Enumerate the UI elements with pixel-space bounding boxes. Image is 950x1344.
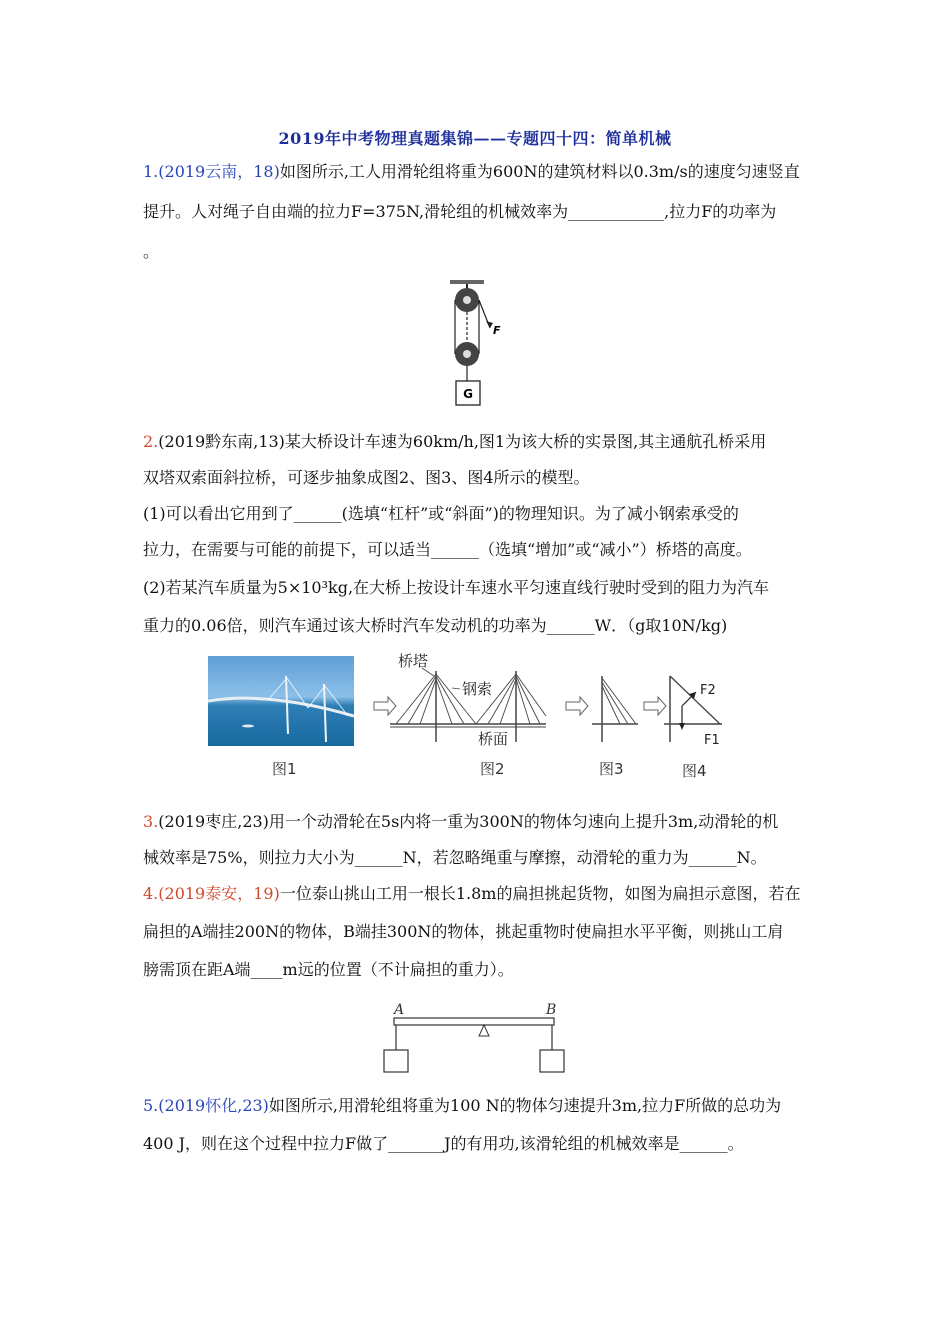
- q4-line-1: 4.(2019泰安，19)一位泰山挑山工用一根长1.8m的扁担挑起货物，如图为扁担示意图，若在: [143, 884, 801, 903]
- q3-line-2: 械效率是75%，则拉力大小为______N，若忽略绳重与摩擦，动滑轮的重力为______N。: [143, 848, 767, 867]
- q2-line-4: 拉力，在需要与可能的前提下，可以适当______（选填“增加”或“减小”）桥塔的高度。: [143, 540, 752, 559]
- weight-label: G: [463, 387, 473, 401]
- q3-tag: 3.: [143, 812, 159, 831]
- bridge-photo: [208, 656, 354, 746]
- q2-line-3: (1)可以看出它用到了______(选填“杠杆”或“斜面”)的物理知识。为了减小钢索承受的: [143, 504, 739, 523]
- force-f2-label: F2: [700, 683, 716, 698]
- q5-line-2: 400 J，则在这个过程中拉力F做了_______J的有用功,该滑轮组的机械效率是______。: [143, 1134, 744, 1153]
- force-label: F: [493, 324, 501, 337]
- ceiling: [450, 280, 484, 284]
- caption-fig3: 图3: [599, 760, 624, 778]
- q2-line-1: 2.(2019黔东南,13)某大桥设计车速为60km/h,图1为该大桥的实景图,其主通航孔桥采用: [143, 432, 767, 451]
- q1-line-1: 1.(2019云南，18)如图所示,工人用滑轮组将重为600N的建筑材料以0.3m/s的速度匀速竖直: [143, 162, 800, 181]
- caption-fig4: 图4: [682, 762, 707, 780]
- q2-line-6: 重力的0.06倍，则汽车通过该大桥时汽车发动机的功率为______W．（g取10N/kg): [143, 616, 728, 635]
- caption-fig1: 图1: [272, 760, 297, 778]
- end-a-label: A: [394, 1002, 405, 1018]
- q2-line-2: 双塔双索面斜拉桥，可逐步抽象成图2、图3、图4所示的模型。: [143, 468, 590, 487]
- q1-line-2: 提升。人对绳子自由端的拉力F=375N,滑轮组的机械效率为____________,拉力F的功率为: [143, 202, 777, 221]
- q5-tag: 5.(2019怀化,23): [143, 1096, 269, 1115]
- q1-line-3: 。: [143, 242, 160, 261]
- q4-line-3: 膀需顶在距A端____m远的位置（不计扁担的重力）。: [143, 960, 514, 979]
- bridge-model-figures: [370, 646, 750, 756]
- q2-tag: 2.: [143, 432, 159, 451]
- q4-tag: 4.(2019泰安，19): [143, 884, 280, 903]
- q4-line-2: 扁担的A端挂200N的物体，B端挂300N的物体，挑起重物时使扁担水平平衡，则挑山工肩: [143, 922, 784, 941]
- load-b: [540, 1050, 564, 1072]
- page-title: 2019年中考物理真题集锦——专题四十四：简单机械: [278, 129, 672, 148]
- q2-line-5: (2)若某汽车质量为5×10³kg,在大桥上按设计车速水平匀速直线行驶时受到的阻力为汽车: [143, 578, 770, 597]
- load-a: [384, 1050, 408, 1072]
- tower-label: 桥塔: [398, 652, 429, 670]
- fulcrum: [479, 1025, 489, 1036]
- q1-tag: 1.(2019云南，18): [143, 162, 280, 181]
- shoulder-pole-figure: [376, 1000, 576, 1078]
- caption-fig2: 图2: [480, 760, 505, 778]
- cable-label: 钢索: [462, 680, 493, 698]
- deck-label: 桥面: [478, 730, 509, 748]
- q5-line-1: 5.(2019怀化,23)如图所示,用滑轮组将重为100 N的物体匀速提升3m,拉力F所做的总功为: [143, 1096, 782, 1115]
- end-b-label: B: [546, 1002, 557, 1018]
- pulley-system-figure: [440, 278, 510, 413]
- q3-line-1: 3.(2019枣庄,23)用一个动滑轮在5s内将一重为300N的物体匀速向上提升3m,动滑轮的机: [143, 812, 779, 831]
- pole: [394, 1018, 554, 1025]
- force-f1-label: F1: [704, 733, 720, 748]
